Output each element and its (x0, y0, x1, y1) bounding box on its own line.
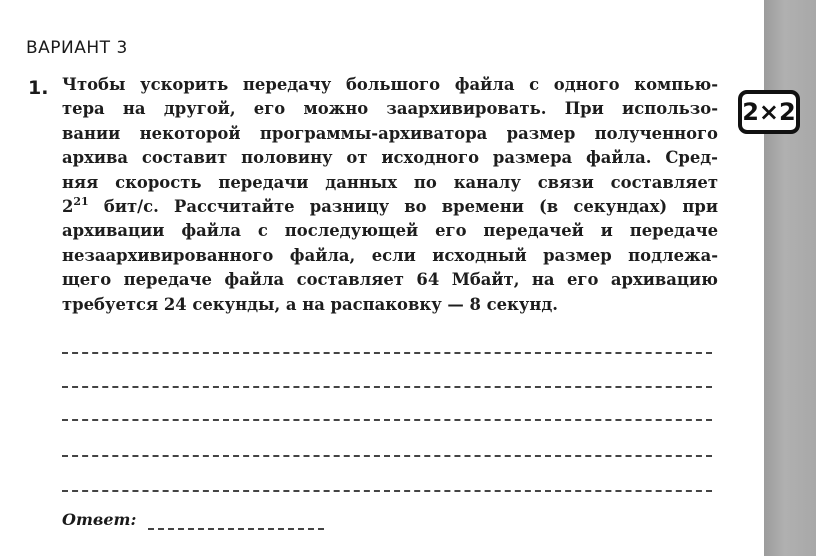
solution-line[interactable] (62, 386, 712, 388)
task-line: тера на другой, его можно заархивировать. При использо- (62, 99, 718, 119)
task-line: незаархивированного файла, если исходный размер подлежа- (62, 245, 718, 265)
task-line: Чтобы ускорить передачу большого файла с одного компью- (62, 75, 718, 94)
task-line: няя скорость передачи данных по каналу связи составляет (62, 172, 718, 192)
solution-line[interactable] (62, 455, 712, 457)
task-text (62, 73, 718, 317)
variant-heading: ВАРИАНТ 3 (26, 38, 128, 58)
task-number: 1. (28, 77, 49, 99)
page-margin-strip (764, 0, 816, 556)
solution-line[interactable] (62, 352, 712, 354)
solution-line[interactable] (62, 490, 712, 492)
task-line: вании некоторой программы-архиватора размер полученного (62, 123, 718, 143)
task-line: требуется 24 секунды, а на распаковку — 8 секунд. (62, 294, 558, 314)
task-line: щего передаче файла составляет 64 Мбайт, на его архивацию (62, 270, 718, 290)
power-exponent: 21 (73, 195, 89, 209)
answer-label: Ответ: (62, 510, 137, 529)
task-line: архива составит половину от исходного размера файла. Сред- (62, 148, 718, 168)
answer-field[interactable] (148, 528, 324, 530)
task-line (62, 195, 718, 219)
task-line: архивации файла с последующей его передачей и передаче (62, 221, 718, 241)
task-line-rest: бит/с. Рассчитайте разницу во времени (в секундах) при (88, 197, 718, 217)
power-base: 2 (62, 197, 74, 217)
solution-line[interactable] (62, 419, 712, 421)
difficulty-badge: 2×2 (738, 90, 800, 134)
